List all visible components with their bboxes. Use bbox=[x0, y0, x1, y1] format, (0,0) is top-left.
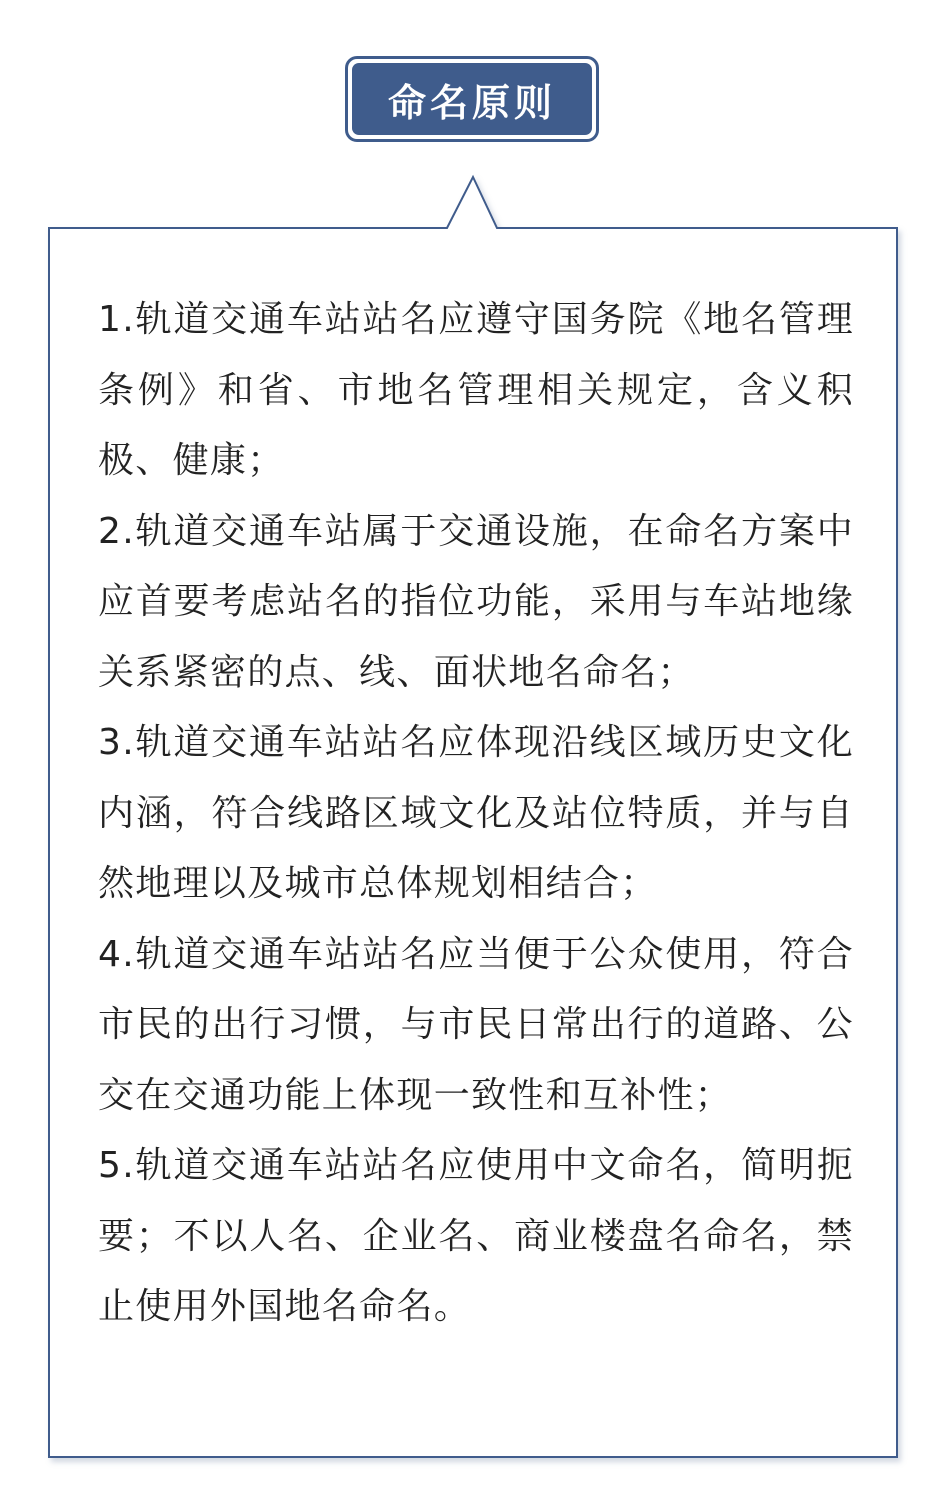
clause-1: 1.轨道交通车站站名应遵守国务院《地名管理条例》和省、市地名管理相关规定，含义积极、健康； bbox=[98, 299, 854, 481]
principles-list bbox=[98, 285, 854, 1343]
clause-5: 5.轨道交通车站站名应使用中文命名，简明扼要；不以人名、企业名、商业楼盘名命名，禁止使用外国地名命名。 bbox=[98, 1145, 854, 1327]
title-badge-inner bbox=[352, 63, 592, 135]
clause-4: 4.轨道交通车站站名应当便于公众使用，符合市民的出行习惯，与市民日常出行的道路、公交在交通功能上体现一致性和互补性； bbox=[98, 933, 854, 1116]
clause-3: 3.轨道交通车站站名应体现沿线区域历史文化内涵，符合线路区域文化及站位特质，并与自然地理以及城市总体规划相结合； bbox=[98, 722, 854, 904]
clause-2: 2.轨道交通车站属于交通设施，在命名方案中应首要考虑站名的指位功能，采用与车站地缘关系紧密的点、线、面状地名命名； bbox=[98, 510, 854, 693]
page-title: 命名原则 bbox=[387, 80, 556, 125]
title-badge bbox=[345, 56, 599, 142]
